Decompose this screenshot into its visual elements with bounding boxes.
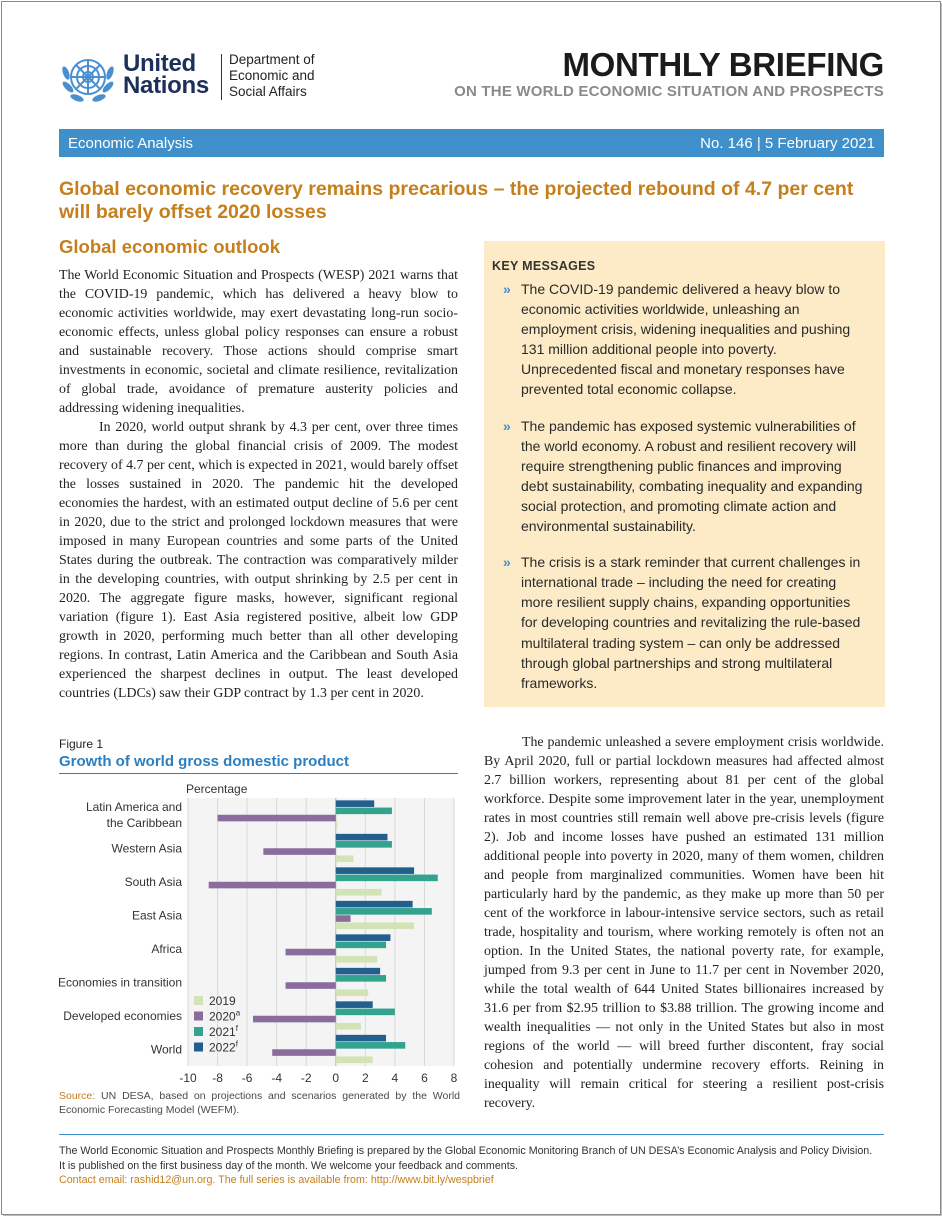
legend-superscript: f bbox=[235, 1039, 238, 1049]
bullet-chevron-icon: » bbox=[503, 281, 511, 297]
bar-2020 bbox=[218, 815, 336, 822]
bar-2020 bbox=[263, 848, 335, 855]
footer bbox=[59, 1144, 899, 1188]
tick-label: 6 bbox=[421, 1071, 428, 1085]
bar-2020 bbox=[253, 1016, 336, 1023]
figure-title: Growth of world gross domestic product bbox=[59, 753, 350, 770]
bullet-chevron-icon: » bbox=[503, 417, 511, 434]
category-label: Economic Analysis bbox=[68, 135, 194, 152]
bar-2022 bbox=[336, 901, 413, 908]
briefing-title: MONTHLY BRIEFING bbox=[562, 46, 884, 83]
category-band bbox=[59, 129, 884, 157]
legend-label-2021: 2021$^f$ bbox=[209, 1024, 238, 1039]
category-label: Economies in transition bbox=[57, 975, 182, 990]
figure-label: Figure 1 bbox=[59, 737, 104, 751]
tick-label: -10 bbox=[179, 1071, 197, 1085]
key-messages-title: KEY MESSAGES bbox=[492, 259, 596, 273]
un-emblem-icon bbox=[60, 51, 116, 107]
bar-2019 bbox=[336, 922, 414, 929]
bar-2022 bbox=[336, 867, 414, 874]
tick-label: -4 bbox=[271, 1071, 283, 1085]
footer-contact: Contact email: rashid12@un.org. The full series is available from: http://www.bit.ly/wespbrief bbox=[59, 1174, 494, 1186]
category-label: World bbox=[150, 1042, 182, 1057]
gdp-bar-chart bbox=[55, 778, 460, 1088]
bar-2021 bbox=[336, 1042, 405, 1049]
bar-2020 bbox=[286, 982, 336, 989]
bar-2022 bbox=[336, 834, 388, 841]
legend-label-2019: 2019 bbox=[209, 994, 236, 1008]
bar-2019 bbox=[336, 855, 354, 862]
legend-superscript: a bbox=[235, 1008, 241, 1018]
bar-2019 bbox=[336, 889, 382, 896]
key-message-item bbox=[484, 552, 885, 693]
category-label: East Asia bbox=[131, 908, 182, 923]
tick-label: -8 bbox=[212, 1071, 223, 1085]
key-message-text: The crisis is a stark reminder that current challenges in international trade – including the need for creating more resilient supply chains, expanding opportunities for developing countries and revitalizing the rule-based multilateral trading system – can only be addressed through global partnerships and strong multilateral frameworks. bbox=[521, 554, 861, 691]
legend-swatch-2021 bbox=[194, 1027, 203, 1036]
bar-2021 bbox=[336, 942, 386, 949]
paragraph: The World Economic Situation and Prospects (WESP) 2021 warns that the COVID-19 pandemic, which has delivered a heavy blow to economic activities worldwide, may exert devastating long-run socio-economic effects, unless global policy responses can ensure a robust and sustainable recovery. Those actions should comprise smart investments in economic, societal and climate resilience, revitalization of global trade, avoidance of premature austerity policies and addressing widening inequalities. bbox=[59, 268, 458, 416]
tick-label: -2 bbox=[300, 1071, 312, 1085]
body-right: The pandemic unleashed a severe employment crisis worldwide. By April 2020, full or partial lockdown measures had affected almost 2.7 billion workers, representing about 81 per cent of the global workforce. Despite some improvement later in the year, unemployment rates in most countries still remain well above pre-crisis levels (figure 2). Job and income losses have pushed an estimated 131 million additional people into poverty in 2020, many of them women, children and people from marginalized communities. Women have been hit particularly hard by the pandemic, as they make up more than 50 per cent of the workforce in labour-intensive service sectors, such as retail trade, hospitality and tourism, where working remotely is often not an option. In the United States, the national poverty rate, for example, jumped from 9.3 per cent in June to 11.7 per cent in November 2020, while the total wealth of 644 United States billionaires increased by 31.6 per from $2.95 trillion to $3.88 trillion. The growing income and wealth inequalities — not only in the United States but also in most regions of the world — will breed further discontent, fray social cohesion and potentially undermine recovery efforts. Reining in inequality will remain critical for steering a resilient post-crisis recovery. bbox=[484, 735, 884, 1111]
source-text: UN DESA, based on projections and scenarios generated by the World Economic Forecasting Model (WEFM). bbox=[59, 1090, 460, 1116]
bar-2021 bbox=[336, 1009, 395, 1016]
bar-2022 bbox=[336, 968, 380, 975]
legend-label-2020: 2020$^a$ bbox=[209, 1008, 241, 1024]
category-label: the Caribbean bbox=[106, 815, 182, 830]
tick-label: 4 bbox=[391, 1071, 399, 1085]
legend-swatch-2020 bbox=[194, 1012, 203, 1021]
source-key: Source: bbox=[59, 1090, 96, 1102]
bar-2022 bbox=[336, 800, 374, 807]
body-left bbox=[59, 266, 458, 703]
paragraph: In 2020, world output shrank by 4.3 per cent, over three times more than during the global financial crisis of 2009. The modest recovery of 4.7 per cent, which is expected in 2021, would barely offset the losses sustained in 2020. The pandemic hit the developed economies the hardest, with an estimated output decline of 5.6 per cent in 2020, due to the strict and prolonged lockdown measures that were imposed in many European countries and some parts of the United States during the outbreak. The contraction was comparatively milder in the developing countries, with output shrinking by 2.5 per cent in 2020. The aggregate figure masks, however, significant regional variation (figure 1). East Asia registered positive, albeit low GDP growth in 2020, performing much better than all other developing regions. In contrast, Latin America and the Caribbean and South Asia experienced the sharpest declines in output. The least developed countries (LDCs) saw their GDP contract by 1.3 per cent in 2020. bbox=[59, 420, 458, 701]
bar-2019 bbox=[336, 1023, 361, 1030]
bar-2022 bbox=[336, 1035, 386, 1042]
issue-label: No. 146 | 5 February 2021 bbox=[700, 135, 875, 152]
category-label: Latin America and bbox=[85, 799, 182, 814]
section-heading: Global economic outlook bbox=[59, 236, 280, 257]
category-label: Western Asia bbox=[111, 841, 182, 856]
key-message-item bbox=[484, 279, 885, 400]
bar-2021 bbox=[336, 975, 386, 982]
header-divider bbox=[221, 54, 222, 100]
legend-swatch-2022 bbox=[194, 1043, 203, 1052]
bar-2020 bbox=[272, 1049, 336, 1056]
category-label: South Asia bbox=[124, 874, 182, 889]
bar-2021 bbox=[336, 808, 392, 815]
tick-label: 0 bbox=[332, 1071, 340, 1085]
tick-label: 2 bbox=[361, 1071, 369, 1085]
footer-line: It is published on the first business day of the month. We welcome your feedback and comments. bbox=[59, 1159, 519, 1172]
bar-2021 bbox=[336, 841, 392, 848]
bar-2020 bbox=[336, 915, 351, 922]
bar-2019 bbox=[336, 1056, 373, 1063]
figure-source bbox=[59, 1090, 460, 1117]
briefing-subtitle: ON THE WORLD ECONOMIC SITUATION AND PROSPECTS bbox=[454, 83, 884, 100]
figure-title-rule bbox=[59, 773, 458, 774]
un-wordmark: United Nations bbox=[123, 50, 209, 99]
bar-2021 bbox=[336, 875, 438, 882]
legend-superscript: f bbox=[235, 1024, 238, 1033]
department-name: Department of Economic and Social Affairs bbox=[229, 52, 315, 99]
bar-2019 bbox=[336, 822, 337, 829]
bar-2019 bbox=[336, 989, 369, 996]
legend-swatch-2019 bbox=[194, 996, 203, 1005]
key-message-item bbox=[484, 416, 885, 537]
bar-2022 bbox=[336, 934, 391, 941]
bar-2019 bbox=[336, 956, 377, 963]
footer-rule bbox=[59, 1134, 884, 1135]
category-label: Developed economies bbox=[63, 1008, 182, 1023]
key-message-text: The COVID-19 pandemic delivered a heavy blow to economic activities worldwide, unleashing an employment crisis, widening inequalities and pushing 131 million additional people into poverty. Unprecedented fiscal and monetary responses have prevented total economic collapse. bbox=[521, 281, 851, 398]
legend-label-2022: 2022$^f$ bbox=[209, 1039, 238, 1055]
axis-label-y: Percentage bbox=[186, 782, 248, 796]
key-message-text: The pandemic has exposed systemic vulnerabilities of the world economy. A robust and resilient recovery will require strengthening public finances and improving debt sustainability, combating inequality and expanding social protection, and promoting climate action and environmental sustainability. bbox=[521, 417, 863, 535]
category-label: Africa bbox=[151, 941, 182, 956]
bullet-chevron-icon: » bbox=[503, 554, 511, 571]
bar-2020 bbox=[209, 882, 336, 889]
main-headline: Global economic recovery remains precarious – the projected rebound of 4.7 per cent will barely offset 2020 losses bbox=[59, 178, 854, 223]
key-messages-list bbox=[484, 279, 885, 709]
tick-label: 8 bbox=[450, 1071, 458, 1085]
bar-2020 bbox=[286, 949, 336, 956]
bar-2022 bbox=[336, 1001, 373, 1008]
tick-label: -6 bbox=[241, 1071, 253, 1085]
footer-line: The World Economic Situation and Prospects Monthly Briefing is prepared by the Global Economic Monitoring Branch of UN DESA’s Economic Analysis and Policy Division. bbox=[59, 1145, 873, 1157]
key-messages-box bbox=[484, 241, 885, 707]
bar-2021 bbox=[336, 908, 432, 915]
